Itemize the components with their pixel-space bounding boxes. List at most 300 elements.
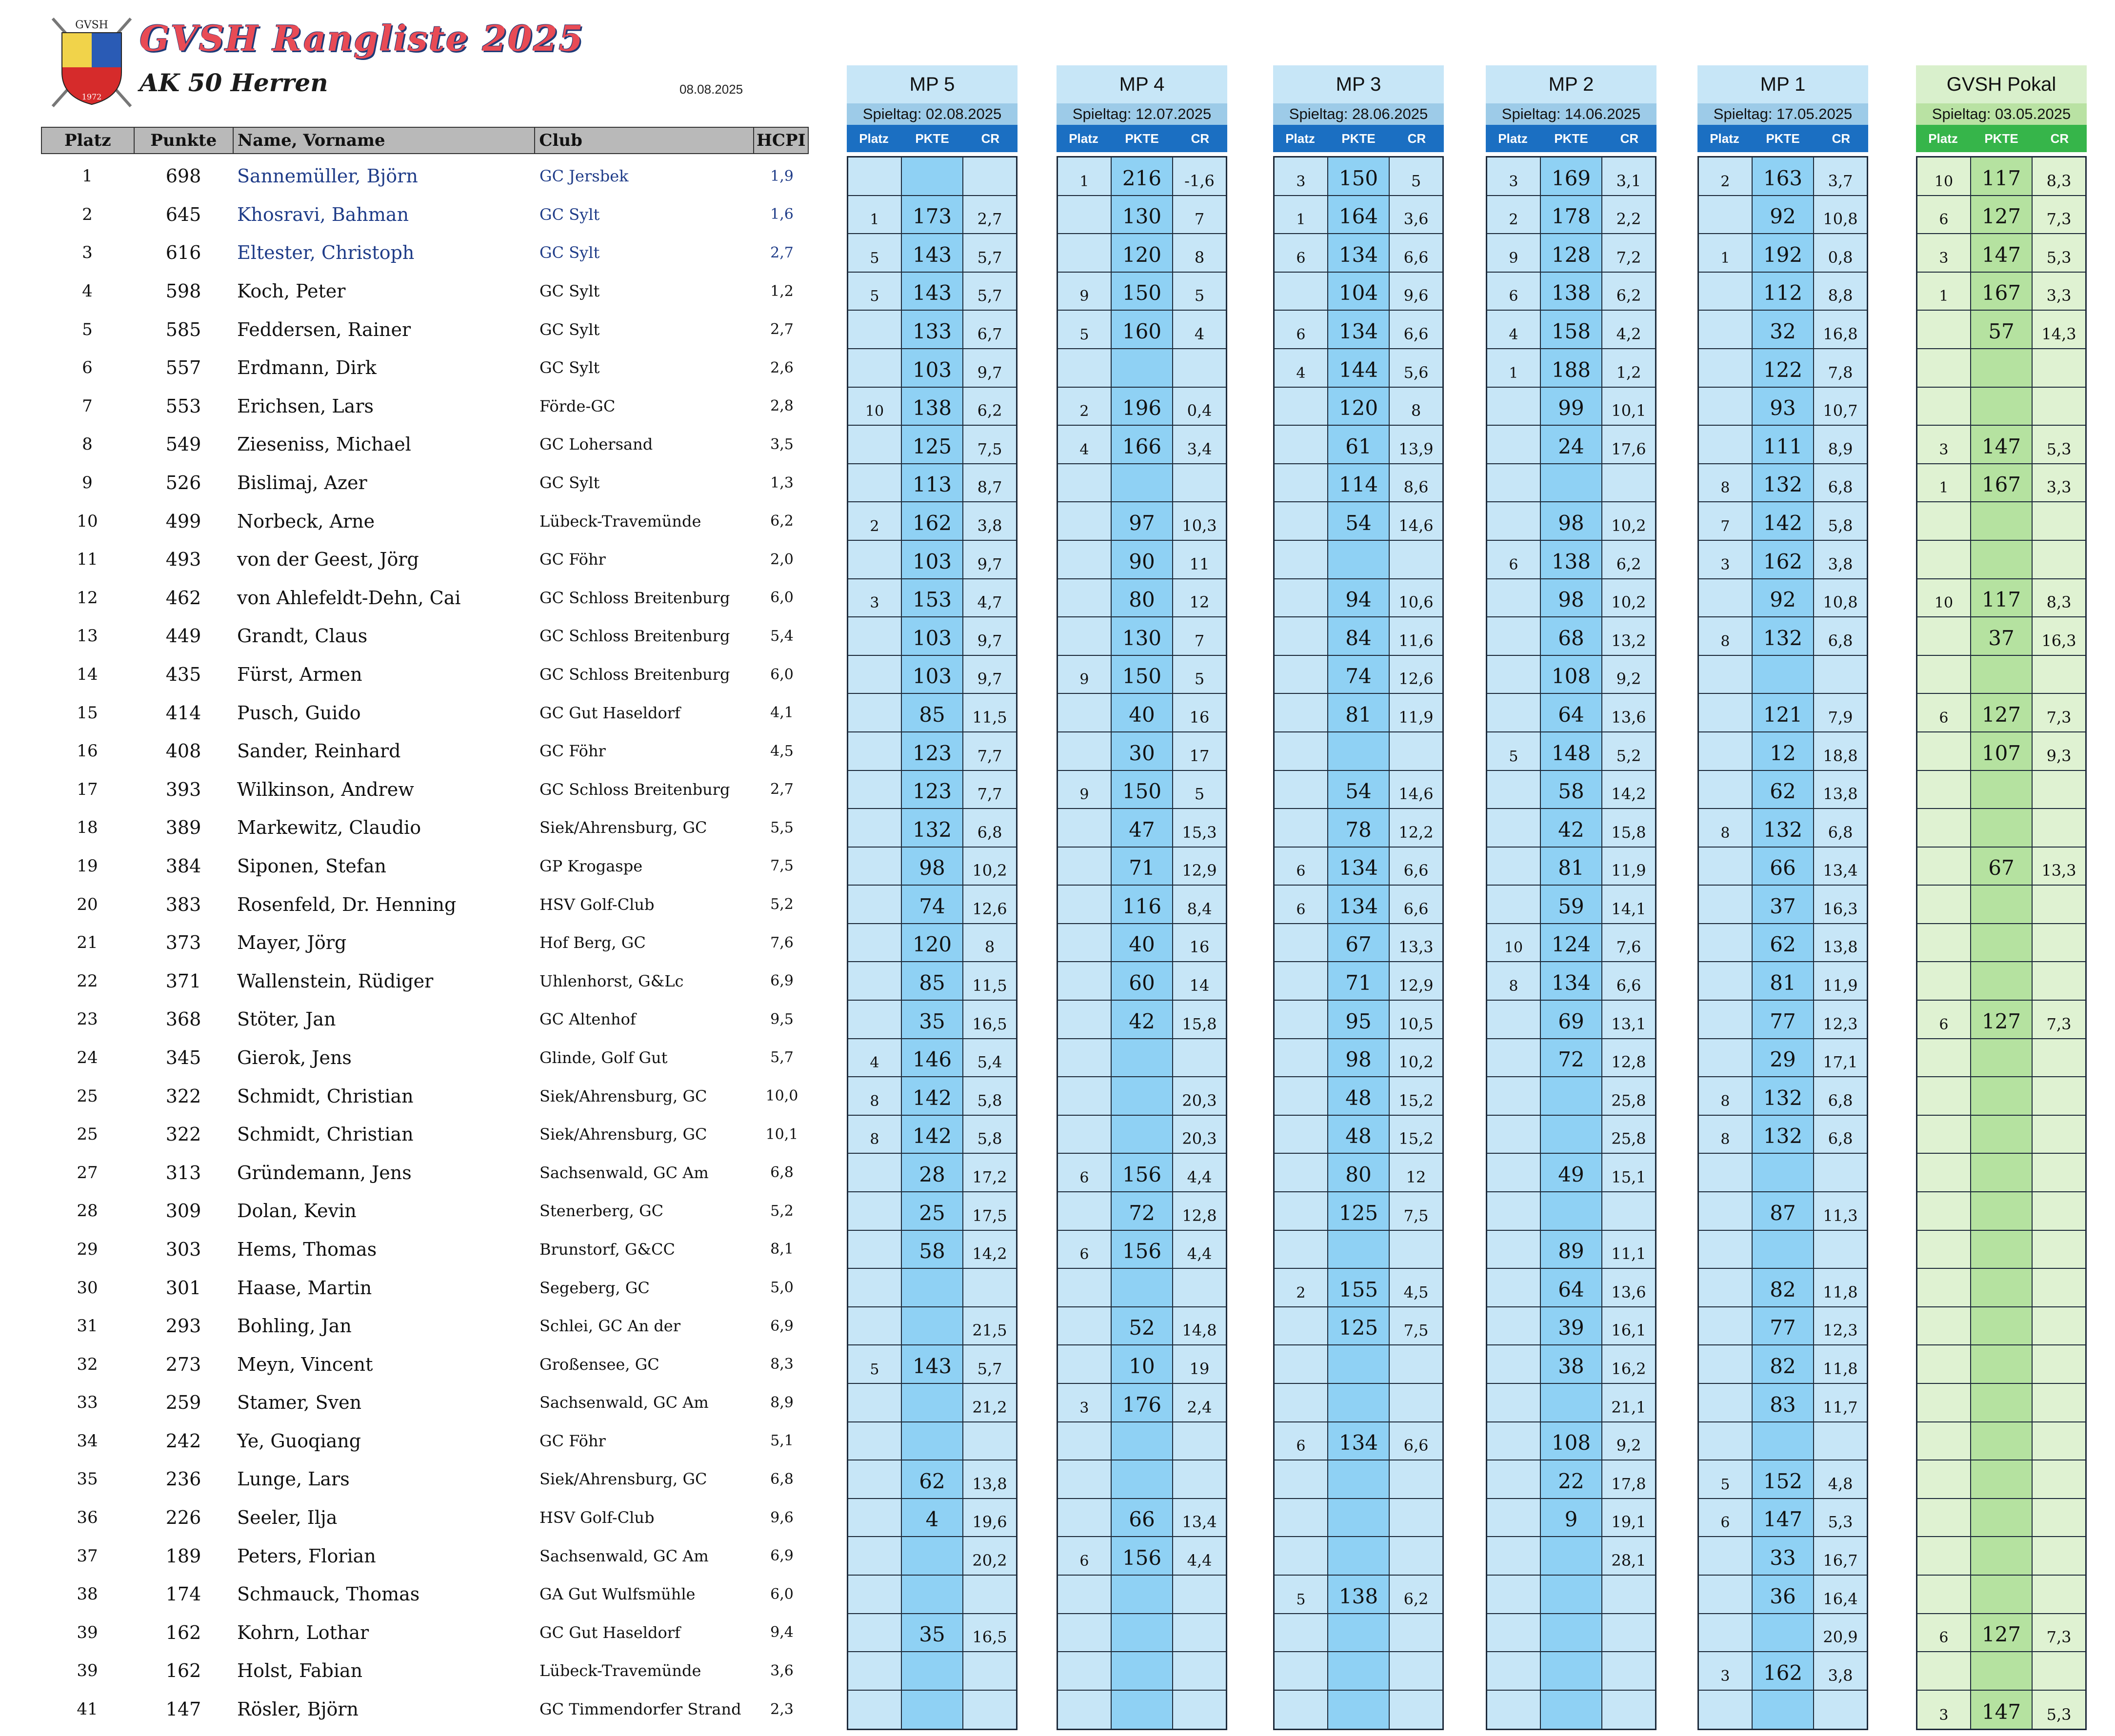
placement-cell: 2 (1487, 196, 1541, 234)
table-row[interactable] (41, 1153, 809, 1192)
placement-cell: 1 (848, 196, 902, 234)
placement-cell (1699, 1614, 1753, 1652)
placement-cell (1699, 349, 1753, 387)
match-row (1917, 1537, 2085, 1576)
match-row (1699, 311, 1867, 349)
table-row[interactable] (41, 502, 809, 540)
points-cell: 384 (165, 855, 201, 877)
subcol-cr: CR (981, 131, 1000, 146)
col-header-platz[interactable]: Platz (42, 128, 135, 153)
points-cell: 408 (165, 740, 201, 762)
match-row (1275, 158, 1442, 196)
points-cell: 383 (165, 893, 201, 915)
match-row (1487, 1499, 1655, 1538)
match-row (1487, 732, 1655, 771)
match-date: Spieltag: 02.08.2025 (847, 103, 1018, 125)
player-name-cell: Zieseniss, Michael (237, 434, 411, 455)
placement-cell (1275, 273, 1328, 310)
match-row (1275, 502, 1442, 541)
cr-cell: 11,5 (963, 962, 1016, 1000)
cr-cell: 11 (1173, 541, 1226, 578)
match-row (1058, 1231, 1226, 1269)
cr-cell (1390, 732, 1442, 770)
placement-cell (848, 771, 902, 809)
match-date: Spieltag: 14.06.2025 (1486, 103, 1656, 125)
points-cell: 71 (1328, 962, 1390, 1000)
player-name-cell: Koch, Peter (237, 280, 346, 302)
cr-cell (2033, 1077, 2085, 1115)
placement-cell (1917, 1077, 1971, 1115)
points-cell: 113 (902, 464, 963, 502)
points-cell: 132 (1753, 1077, 1814, 1115)
cr-cell (2033, 771, 2085, 809)
table-row[interactable] (41, 1460, 809, 1499)
placement-cell (1917, 1039, 1971, 1077)
cr-cell: 15,2 (1390, 1077, 1442, 1115)
hcpi-cell: 4,5 (770, 742, 794, 760)
placement-cell: 6 (1058, 1231, 1112, 1268)
points-cell: 616 (165, 242, 201, 264)
points-cell: 64 (1541, 694, 1602, 731)
placement-cell: 2 (1058, 388, 1112, 425)
points-cell: 134 (1328, 311, 1390, 348)
cr-cell: 17,2 (963, 1154, 1016, 1191)
points-cell: 48 (1328, 1077, 1390, 1115)
points-cell: 89 (1541, 1231, 1602, 1268)
cr-cell (1390, 1652, 1442, 1690)
cr-cell: 12,3 (1814, 1307, 1867, 1345)
points-cell (1971, 1652, 2033, 1690)
placement-cell: 3 (1699, 541, 1753, 578)
cr-cell (2033, 924, 2085, 962)
cr-cell: 13,1 (1602, 1001, 1655, 1038)
subcol-platz: Platz (859, 131, 889, 146)
match-row (1699, 426, 1867, 464)
points-cell: 132 (1753, 464, 1814, 502)
cr-cell (963, 1652, 1016, 1690)
points-cell: 414 (165, 702, 201, 724)
placement-cell (1917, 886, 1971, 923)
placement-cell (1275, 1345, 1328, 1383)
cr-cell: 5 (1173, 771, 1226, 809)
table-row[interactable] (41, 1652, 809, 1690)
match-row (1058, 617, 1226, 656)
cr-cell: 3,4 (1173, 426, 1226, 463)
table-row[interactable] (41, 924, 809, 962)
player-name-cell: Wilkinson, Andrew (237, 778, 414, 800)
cr-cell: 12,9 (1173, 848, 1226, 885)
cr-cell (1602, 1192, 1655, 1230)
match-row (1699, 1192, 1867, 1231)
match-row (1275, 311, 1442, 349)
match-row (1699, 1422, 1867, 1461)
match-row (1917, 962, 2085, 1001)
cr-cell: 10,5 (1390, 1001, 1442, 1038)
player-name-cell: Ye, Guoqiang (237, 1430, 361, 1452)
table-row[interactable] (41, 349, 809, 387)
points-cell (902, 1307, 963, 1345)
points-cell: 147 (1971, 1691, 2033, 1729)
placement-cell: 3 (1917, 234, 1971, 272)
player-name-cell: Mayer, Jörg (237, 932, 347, 954)
points-cell: 39 (1541, 1307, 1602, 1345)
cr-cell (1814, 656, 1867, 693)
player-name-cell: Fürst, Armen (237, 664, 362, 686)
cr-cell: 6,6 (1390, 848, 1442, 885)
placement-cell (1917, 962, 1971, 1000)
match-row (1058, 1422, 1226, 1461)
placement-cell (1058, 1576, 1112, 1613)
table-row[interactable] (41, 387, 809, 426)
player-name-cell: Peters, Florian (237, 1545, 376, 1567)
table-row[interactable] (41, 1537, 809, 1575)
match-row (1487, 962, 1655, 1001)
points-cell: 143 (902, 234, 963, 272)
cr-cell (1814, 1154, 1867, 1191)
cr-cell: 0,4 (1173, 388, 1226, 425)
points-cell: 499 (165, 510, 201, 532)
match-date: Spieltag: 12.07.2025 (1057, 103, 1227, 125)
table-row[interactable] (41, 272, 809, 311)
points-cell: 85 (902, 694, 963, 731)
match-row (1275, 1116, 1442, 1154)
match-row (848, 1039, 1016, 1078)
placement-cell (1275, 1384, 1328, 1421)
points-cell (1112, 1077, 1173, 1115)
cr-cell: 11,9 (1602, 848, 1655, 885)
points-cell: 92 (1753, 196, 1814, 234)
table-row[interactable] (41, 1575, 809, 1614)
points-cell: 98 (1541, 502, 1602, 540)
cr-cell (2033, 1422, 2085, 1460)
match-row (1917, 502, 2085, 541)
col-header-name[interactable]: Name, Vorname (234, 128, 535, 153)
placement-cell (1699, 962, 1753, 1000)
points-cell: 176 (1112, 1384, 1173, 1421)
cr-cell: 14,2 (1602, 771, 1655, 809)
table-row[interactable] (41, 196, 809, 234)
points-cell (1328, 1537, 1390, 1575)
table-row[interactable] (41, 693, 809, 732)
placement-cell (1058, 234, 1112, 272)
table-row[interactable] (41, 1039, 809, 1077)
table-row[interactable] (41, 809, 809, 847)
match-row (1917, 1384, 2085, 1422)
placement-cell (1275, 1691, 1328, 1729)
subcol-platz: Platz (1285, 131, 1315, 146)
table-row[interactable] (41, 1422, 809, 1460)
player-name-cell: Stöter, Jan (237, 1008, 336, 1030)
placement-cell (848, 809, 902, 847)
points-cell: 66 (1112, 1499, 1173, 1537)
placement-cell: 7 (1699, 502, 1753, 540)
match-row (1699, 1460, 1867, 1499)
placement-cell (1699, 1154, 1753, 1191)
placement-cell (1275, 771, 1328, 809)
points-cell (1753, 1422, 1814, 1460)
points-cell: 123 (902, 732, 963, 770)
table-row[interactable] (41, 1307, 809, 1345)
cr-cell: 11,6 (1390, 617, 1442, 655)
cr-cell: 6,8 (963, 809, 1016, 847)
placement-cell: 6 (1487, 541, 1541, 578)
cr-cell (963, 158, 1016, 195)
cr-cell: 3,3 (2033, 273, 2085, 310)
points-cell: 142 (902, 1116, 963, 1153)
rank-cell: 4 (82, 281, 93, 301)
cr-cell: 16,1 (1602, 1307, 1655, 1345)
points-cell: 58 (902, 1231, 963, 1268)
cr-cell: 12,8 (1173, 1192, 1226, 1230)
placement-cell (1275, 656, 1328, 693)
placement-cell (1275, 962, 1328, 1000)
points-cell: 77 (1753, 1307, 1814, 1345)
table-row[interactable] (41, 464, 809, 502)
points-cell: 121 (1753, 694, 1814, 731)
subcol-cr: CR (1407, 131, 1426, 146)
points-cell (1971, 924, 2033, 962)
points-cell: 25 (902, 1192, 963, 1230)
placement-cell (1699, 694, 1753, 731)
match-date: Spieltag: 17.05.2025 (1697, 103, 1868, 125)
placement-cell (1917, 1537, 1971, 1575)
hcpi-cell: 6,9 (770, 1547, 794, 1565)
player-name-cell: Markewitz, Claudio (237, 817, 421, 839)
match-row (1699, 962, 1867, 1001)
cr-cell (2033, 1460, 2085, 1498)
placement-cell (1699, 311, 1753, 348)
hcpi-cell: 10,0 (765, 1087, 798, 1105)
placement-cell (1275, 1039, 1328, 1077)
points-cell: 158 (1541, 311, 1602, 348)
points-cell: 117 (1971, 158, 2033, 195)
points-cell (1971, 1422, 2033, 1460)
placement-cell (1487, 694, 1541, 731)
placement-cell (1487, 1691, 1541, 1729)
table-row[interactable] (41, 579, 809, 617)
table-row[interactable] (41, 157, 809, 196)
hcpi-cell: 2,6 (770, 359, 794, 376)
rank-cell: 36 (77, 1508, 98, 1528)
match-row (1058, 579, 1226, 618)
cr-cell: 16,5 (963, 1001, 1016, 1038)
table-row[interactable] (41, 1345, 809, 1383)
club-cell: Brunstorf, G&CC (539, 1240, 675, 1259)
points-cell (1328, 1614, 1390, 1652)
match-row (1917, 924, 2085, 963)
cr-cell: 11,9 (1814, 962, 1867, 1000)
table-row[interactable] (41, 1077, 809, 1115)
match-row (1058, 656, 1226, 694)
placement-cell (1699, 1384, 1753, 1421)
match-row (1699, 196, 1867, 235)
match-row (1487, 809, 1655, 848)
col-header-club[interactable]: Club (535, 128, 754, 153)
points-cell: 143 (902, 1345, 963, 1383)
cr-cell: 20,3 (1173, 1077, 1226, 1115)
cr-cell: 7,5 (1390, 1307, 1442, 1345)
svg-text:1972: 1972 (81, 92, 102, 101)
cr-cell: 16 (1173, 694, 1226, 731)
cr-cell (1173, 349, 1226, 387)
cr-cell (1173, 1614, 1226, 1652)
points-cell: 40 (1112, 924, 1173, 962)
table-row[interactable] (41, 425, 809, 464)
club-cell: GC Sylt (539, 473, 600, 493)
club-cell: GC Jersbek (539, 167, 629, 186)
match-title: GVSH Pokal (1916, 65, 2087, 103)
placement-cell: 3 (1699, 1652, 1753, 1690)
points-cell (1971, 656, 2033, 693)
cr-cell: 10,1 (1602, 388, 1655, 425)
points-cell: 127 (1971, 1001, 2033, 1038)
cr-cell: 8 (1173, 234, 1226, 272)
cr-cell (2033, 1384, 2085, 1421)
match-row (848, 1192, 1016, 1231)
placement-cell (1058, 1422, 1112, 1460)
cr-cell: 5 (1173, 656, 1226, 693)
match-row (1699, 541, 1867, 579)
player-name-cell: Bislimaj, Azer (237, 472, 367, 494)
points-cell: 93 (1753, 388, 1814, 425)
table-row[interactable] (41, 1383, 809, 1422)
cr-cell: 12 (1173, 579, 1226, 617)
match-row (1058, 848, 1226, 886)
table-row[interactable] (41, 1690, 809, 1729)
cr-cell: 15,8 (1173, 1001, 1226, 1038)
placement-cell: 10 (848, 388, 902, 425)
placement-cell (1699, 1001, 1753, 1038)
table-row[interactable] (41, 310, 809, 349)
table-row[interactable] (41, 1230, 809, 1269)
table-row[interactable] (41, 1000, 809, 1039)
table-row[interactable] (41, 1614, 809, 1652)
match-row (1699, 886, 1867, 924)
placement-cell (1917, 349, 1971, 387)
placement-cell (848, 656, 902, 693)
cr-cell: 9,2 (1602, 1422, 1655, 1460)
points-cell: 167 (1971, 464, 2033, 502)
match-row (1917, 1077, 2085, 1116)
points-cell: 698 (165, 165, 201, 187)
club-cell: GC Gut Haseldorf (539, 703, 680, 722)
placement-cell: 8 (1699, 809, 1753, 847)
match-subheader (1486, 125, 1656, 152)
match-row (1058, 1499, 1226, 1538)
cr-cell: 25,8 (1602, 1077, 1655, 1115)
table-row[interactable] (41, 1499, 809, 1537)
match-row (1487, 1307, 1655, 1346)
placement-cell (1487, 1077, 1541, 1115)
points-cell: 553 (165, 395, 201, 417)
match-title: MP 3 (1273, 65, 1444, 103)
placement-cell: 9 (1058, 771, 1112, 809)
rank-cell: 17 (77, 779, 98, 799)
table-row[interactable] (41, 847, 809, 886)
placement-cell: 6 (1699, 1499, 1753, 1537)
club-cell: HSV Golf-Club (539, 1508, 655, 1527)
rank-cell: 39 (77, 1661, 98, 1681)
match-row (848, 771, 1016, 809)
cr-cell (1173, 1576, 1226, 1613)
hcpi-cell: 6,0 (770, 666, 794, 683)
points-cell: 81 (1541, 848, 1602, 885)
club-cell: GC Sylt (539, 358, 600, 377)
subcol-platz: Platz (1498, 131, 1528, 146)
match-grid (1916, 156, 2087, 1730)
points-cell: 127 (1971, 1614, 2033, 1652)
col-header-hcpi[interactable]: HCPI (756, 131, 806, 150)
table-row[interactable] (41, 234, 809, 272)
cr-cell: 2,7 (963, 196, 1016, 234)
table-row[interactable] (41, 617, 809, 655)
cr-cell: 13,4 (1814, 848, 1867, 885)
player-name-cell: Wallenstein, Rüdiger (237, 970, 434, 992)
player-name-cell: Kohrn, Lothar (237, 1621, 369, 1643)
table-row[interactable] (41, 1192, 809, 1230)
match-row (848, 848, 1016, 886)
points-cell: 10 (1112, 1345, 1173, 1383)
table-row[interactable] (41, 962, 809, 1000)
cr-cell: 21,5 (963, 1307, 1016, 1345)
rank-cell: 8 (82, 434, 93, 454)
col-header-punkte[interactable]: Punkte (135, 128, 234, 153)
match-row (848, 617, 1016, 656)
match-row (1487, 694, 1655, 732)
match-row (1487, 924, 1655, 963)
subcol-cr: CR (1832, 131, 1851, 146)
table-row[interactable] (41, 655, 809, 694)
table-row[interactable] (41, 540, 809, 579)
points-cell: 148 (1541, 732, 1602, 770)
cr-cell (963, 1691, 1016, 1729)
points-cell (1328, 1231, 1390, 1268)
table-row[interactable] (41, 1115, 809, 1154)
table-row[interactable] (41, 885, 809, 924)
match-row (1917, 732, 2085, 771)
cr-cell (2033, 1269, 2085, 1306)
points-cell (1541, 1576, 1602, 1613)
cr-cell: 15,1 (1602, 1154, 1655, 1191)
points-cell: 103 (902, 541, 963, 578)
hcpi-cell: 5,0 (770, 1279, 794, 1297)
table-row[interactable] (41, 732, 809, 770)
points-cell (1541, 1077, 1602, 1115)
cr-cell: 15,2 (1390, 1116, 1442, 1153)
match-row (1275, 809, 1442, 848)
points-cell (1753, 1614, 1814, 1652)
placement-cell (1487, 1345, 1541, 1383)
points-cell (1112, 1460, 1173, 1498)
points-cell (1753, 1691, 1814, 1729)
placement-cell (1699, 1537, 1753, 1575)
table-row[interactable] (41, 770, 809, 809)
match-row (1917, 1116, 2085, 1154)
placement-cell (1699, 924, 1753, 962)
points-cell: 132 (1753, 809, 1814, 847)
match-row (848, 541, 1016, 579)
match-row (1275, 196, 1442, 235)
table-row[interactable] (41, 1268, 809, 1307)
placement-cell (1058, 732, 1112, 770)
club-cell: GC Sylt (539, 320, 600, 339)
rank-cell: 41 (77, 1699, 98, 1719)
points-cell: 98 (1541, 579, 1602, 617)
points-cell (902, 1269, 963, 1306)
cr-cell (963, 1269, 1016, 1306)
match-row (1058, 694, 1226, 732)
cr-cell: 17,6 (1602, 426, 1655, 463)
